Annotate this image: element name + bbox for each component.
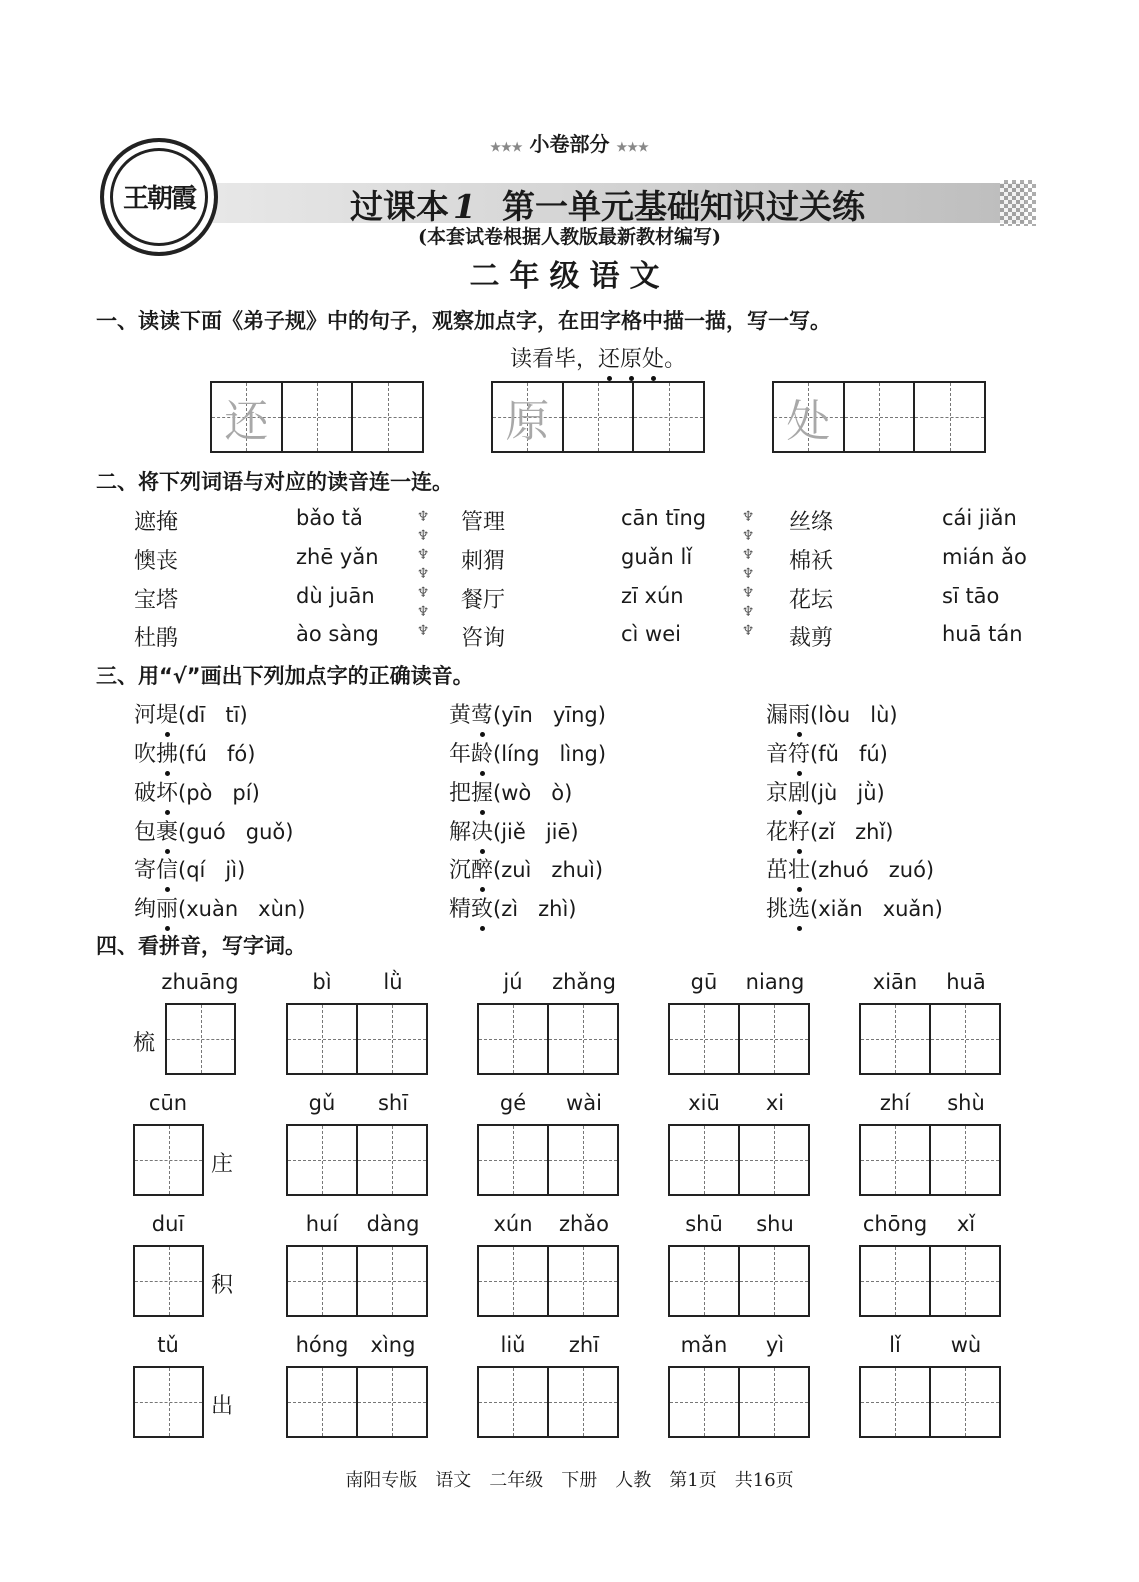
trace-char[interactable]: 原 — [505, 396, 550, 447]
reading-choice-item[interactable]: 精致(zì zhì) — [449, 892, 576, 923]
reading-choice-item[interactable]: 绚丽(xuàn xùn) — [134, 892, 305, 923]
vine-divider: ♆ ♆ ♆ ♆ ♆ ♆ ♆ — [416, 509, 430, 639]
tianzige-grid[interactable] — [859, 1245, 1001, 1317]
tianzige-grid[interactable] — [210, 381, 424, 453]
grade-subject: 二年级语文 — [469, 259, 670, 294]
pinyin-label: xi — [765, 1091, 785, 1115]
given-char: 出 — [211, 1394, 234, 1419]
pinyin-label: xǐ — [956, 1212, 976, 1236]
match-pinyin[interactable]: ào sàng — [296, 622, 379, 646]
match-word[interactable]: 丝绦 — [789, 510, 834, 535]
pinyin-label: lǜ — [383, 970, 403, 994]
pinyin-label: wài — [566, 1091, 602, 1115]
pinyin-label: zhǎng — [552, 970, 616, 994]
reading-choice-item[interactable]: 漏雨(lòu lù) — [766, 698, 898, 729]
reading-choice-item[interactable]: 吹拂(fú fó) — [134, 737, 255, 768]
reading-choice-item[interactable]: 京剧(jù jǜ) — [766, 776, 885, 807]
reading-choice-item[interactable]: 把握(wò ò) — [449, 776, 572, 807]
pinyin-label: huā — [946, 970, 986, 994]
tianzige-grid[interactable] — [133, 1245, 204, 1317]
reading-choice-item[interactable]: 破坏(pò pí) — [134, 776, 260, 807]
tianzige-grid[interactable] — [477, 1366, 619, 1438]
match-pinyin[interactable]: guǎn lǐ — [621, 545, 693, 569]
match-pinyin[interactable]: cì wei — [621, 622, 681, 646]
tianzige-grid[interactable] — [286, 1366, 428, 1438]
pinyin-label: zhǎo — [558, 1212, 610, 1236]
tianzige-grid[interactable] — [133, 1366, 204, 1438]
page-footer: 南阳专版 语文 二年级 下册 人教 第1页 共16页 — [345, 1470, 794, 1491]
pinyin-label: shu — [756, 1212, 794, 1236]
pinyin-label: duī — [151, 1212, 185, 1236]
given-char: 梳 — [133, 1031, 156, 1056]
reading-choice-item[interactable]: 茁壮(zhuó zuó) — [766, 853, 934, 884]
match-word[interactable]: 花坛 — [789, 588, 834, 613]
given-char: 庄 — [211, 1152, 234, 1177]
match-pinyin[interactable]: zī xún — [621, 584, 684, 608]
tianzige-grid[interactable] — [286, 1003, 428, 1075]
tianzige-grid[interactable] — [772, 381, 986, 453]
pinyin-label: yì — [765, 1333, 785, 1357]
section4-heading: 四、看拼音，写字词。 — [96, 934, 306, 958]
match-pinyin[interactable]: cái jiǎn — [942, 506, 1017, 530]
match-pinyin[interactable]: zhē yǎn — [296, 545, 379, 569]
pinyin-label: shù — [947, 1091, 985, 1115]
tianzige-grid[interactable] — [859, 1124, 1001, 1196]
pinyin-label: chōng — [862, 1212, 928, 1236]
pinyin-label: xiān — [872, 970, 918, 994]
pinyin-label: dàng — [366, 1212, 420, 1236]
pinyin-label: gǔ — [308, 1091, 336, 1115]
trace-char[interactable]: 处 — [786, 396, 831, 447]
reading-choice-item[interactable]: 包裹(guó guǒ) — [134, 815, 293, 846]
match-pinyin[interactable]: huā tán — [942, 622, 1023, 646]
pinyin-label: bì — [312, 970, 332, 994]
banner: ★★★ 小卷部分 ★★★ — [490, 132, 649, 156]
match-pinyin[interactable]: cān tīng — [621, 506, 707, 530]
tianzige-grid[interactable] — [477, 1003, 619, 1075]
dizigui-sentence: 读看毕，还原处。 — [510, 342, 686, 373]
reading-choice-item[interactable]: 音符(fǔ fú) — [766, 737, 888, 768]
pinyin-label: xìng — [370, 1333, 416, 1357]
pinyin-label: shū — [685, 1212, 723, 1236]
pinyin-label: hóng — [295, 1333, 349, 1357]
tianzige-grid[interactable] — [477, 1124, 619, 1196]
trace-char[interactable]: 还 — [224, 396, 269, 447]
match-word[interactable]: 宝塔 — [134, 588, 179, 613]
tianzige-grid[interactable] — [286, 1124, 428, 1196]
match-pinyin[interactable]: bǎo tǎ — [296, 506, 363, 530]
reading-choice-item[interactable]: 寄信(qí jì) — [134, 853, 245, 884]
match-word[interactable]: 遮掩 — [134, 510, 179, 535]
pinyin-label: zhí — [879, 1091, 911, 1115]
reading-choice-item[interactable]: 黄莺(yīn yīng) — [449, 698, 606, 729]
vine-divider: ♆ ♆ ♆ ♆ ♆ ♆ ♆ — [741, 509, 755, 639]
tianzige-grid[interactable] — [165, 1003, 236, 1075]
pinyin-label: tǔ — [157, 1333, 179, 1357]
logo-text: 王朝霞 — [122, 184, 195, 214]
match-word[interactable]: 裁剪 — [789, 626, 834, 651]
reading-choice-item[interactable]: 解决(jiě jiē) — [449, 815, 579, 846]
page-subtitle: (本套试卷根据人教版最新教材编写) — [418, 226, 721, 248]
tianzige-grid[interactable] — [668, 1003, 810, 1075]
reading-choice-item[interactable]: 沉醉(zuì zhuì) — [449, 853, 603, 884]
tianzige-grid[interactable] — [491, 381, 705, 453]
tianzige-grid[interactable] — [668, 1124, 810, 1196]
match-word[interactable]: 管理 — [461, 510, 506, 535]
match-pinyin[interactable]: dù juān — [296, 584, 375, 608]
tianzige-grid[interactable] — [668, 1245, 810, 1317]
pinyin-label: zhuāng — [161, 970, 239, 994]
tianzige-grid[interactable] — [668, 1366, 810, 1438]
tianzige-grid[interactable] — [859, 1366, 1001, 1438]
match-word[interactable]: 懊丧 — [134, 549, 179, 574]
section1-heading: 一、读读下面《弟子规》中的句子，观察加点字，在田字格中描一描，写一写。 — [96, 309, 831, 333]
pinyin-label: zhī — [568, 1333, 600, 1357]
section2-heading: 二、将下列词语与对应的读音连一连。 — [96, 470, 453, 494]
pinyin-label: mǎn — [680, 1333, 728, 1357]
match-word[interactable]: 杜鹃 — [134, 626, 179, 651]
reading-choice-item[interactable]: 花籽(zǐ zhǐ) — [766, 815, 893, 846]
match-pinyin[interactable]: sī tāo — [942, 584, 1000, 608]
tianzige-grid[interactable] — [133, 1124, 204, 1196]
pinyin-label: xún — [493, 1212, 533, 1236]
pinyin-label: lǐ — [889, 1333, 901, 1357]
pinyin-label: cūn — [148, 1091, 188, 1115]
match-pinyin[interactable]: mián ǎo — [942, 545, 1027, 569]
pinyin-label: gū — [690, 970, 718, 994]
match-word[interactable]: 刺猬 — [461, 549, 506, 574]
pinyin-label: huí — [305, 1212, 339, 1236]
pinyin-label: shī — [377, 1091, 409, 1115]
match-word[interactable]: 棉袄 — [789, 549, 834, 574]
page-title: 过课本 1 第一单元基础知识过关练 — [350, 187, 865, 226]
pinyin-label: niang — [745, 970, 805, 994]
star-icon: ★★★ — [616, 140, 649, 154]
pinyin-label: jú — [503, 970, 523, 994]
checker-decoration — [1000, 180, 1036, 226]
pinyin-label: wù — [950, 1333, 982, 1357]
match-word[interactable]: 咨询 — [461, 626, 506, 651]
star-icon: ★★★ — [490, 140, 523, 154]
reading-choice-item[interactable]: 年龄(líng lìng) — [449, 737, 606, 768]
given-char: 积 — [211, 1273, 234, 1298]
pinyin-label: gé — [499, 1091, 527, 1115]
tianzige-grid[interactable] — [286, 1245, 428, 1317]
tianzige-grid[interactable] — [859, 1003, 1001, 1075]
tianzige-grid[interactable] — [477, 1245, 619, 1317]
pinyin-label: xiū — [688, 1091, 720, 1115]
section3-heading: 三、用“√”画出下列加点字的正确读音。 — [96, 664, 474, 688]
reading-choice-item[interactable]: 河堤(dī tī) — [134, 698, 248, 729]
pinyin-label: liǔ — [500, 1333, 526, 1357]
match-word[interactable]: 餐厅 — [461, 588, 506, 613]
reading-choice-item[interactable]: 挑选(xiǎn xuǎn) — [766, 892, 943, 923]
